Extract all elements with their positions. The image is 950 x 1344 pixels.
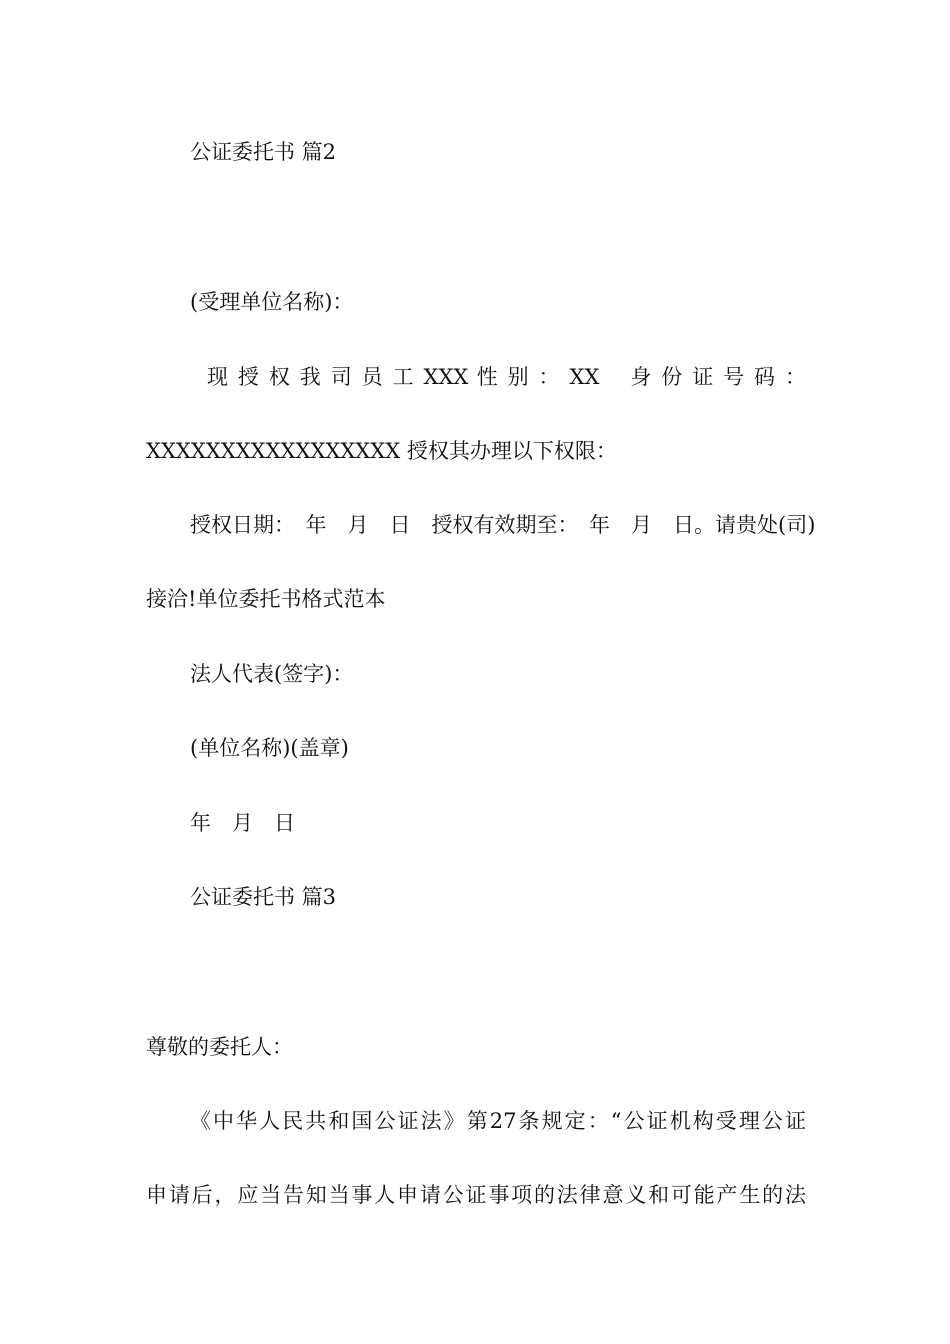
paragraph-line-1: 《中华人民共和国公证法》第27条规定：“公证机构受理公证 <box>190 1109 806 1133</box>
unit-name-seal: (单位名称)(盖章) <box>190 736 349 760</box>
paragraph-line-2: 申请后，应当告知当事人申请公证事项的法律意义和可能产生的法 <box>146 1183 806 1207</box>
salutation: 尊敬的委托人： <box>146 1035 293 1059</box>
legal-rep-signature: 法人代表(签字)： <box>190 662 354 686</box>
authorization-line-2: XXXXXXXXXXXXXXXXX 授权其办理以下权限： <box>146 439 617 463</box>
section-heading-3: 公证委托书 篇3 <box>190 885 337 909</box>
date-line-1: 授权日期： 年 月 日 授权有效期至： 年 月 日。请贵处(司) <box>190 513 816 537</box>
date-blank: 年 月 日 <box>190 811 295 835</box>
date-line-2: 接洽!单位委托书格式范本 <box>146 587 386 611</box>
section-heading-2: 公证委托书 篇2 <box>190 140 337 164</box>
authorization-line-1: 现 授 权 我 司 员 工 XXX 性 别 ： XX 身 份 证 号 码 ： <box>207 365 806 389</box>
recipient-placeholder: (受理单位名称)： <box>190 290 354 314</box>
